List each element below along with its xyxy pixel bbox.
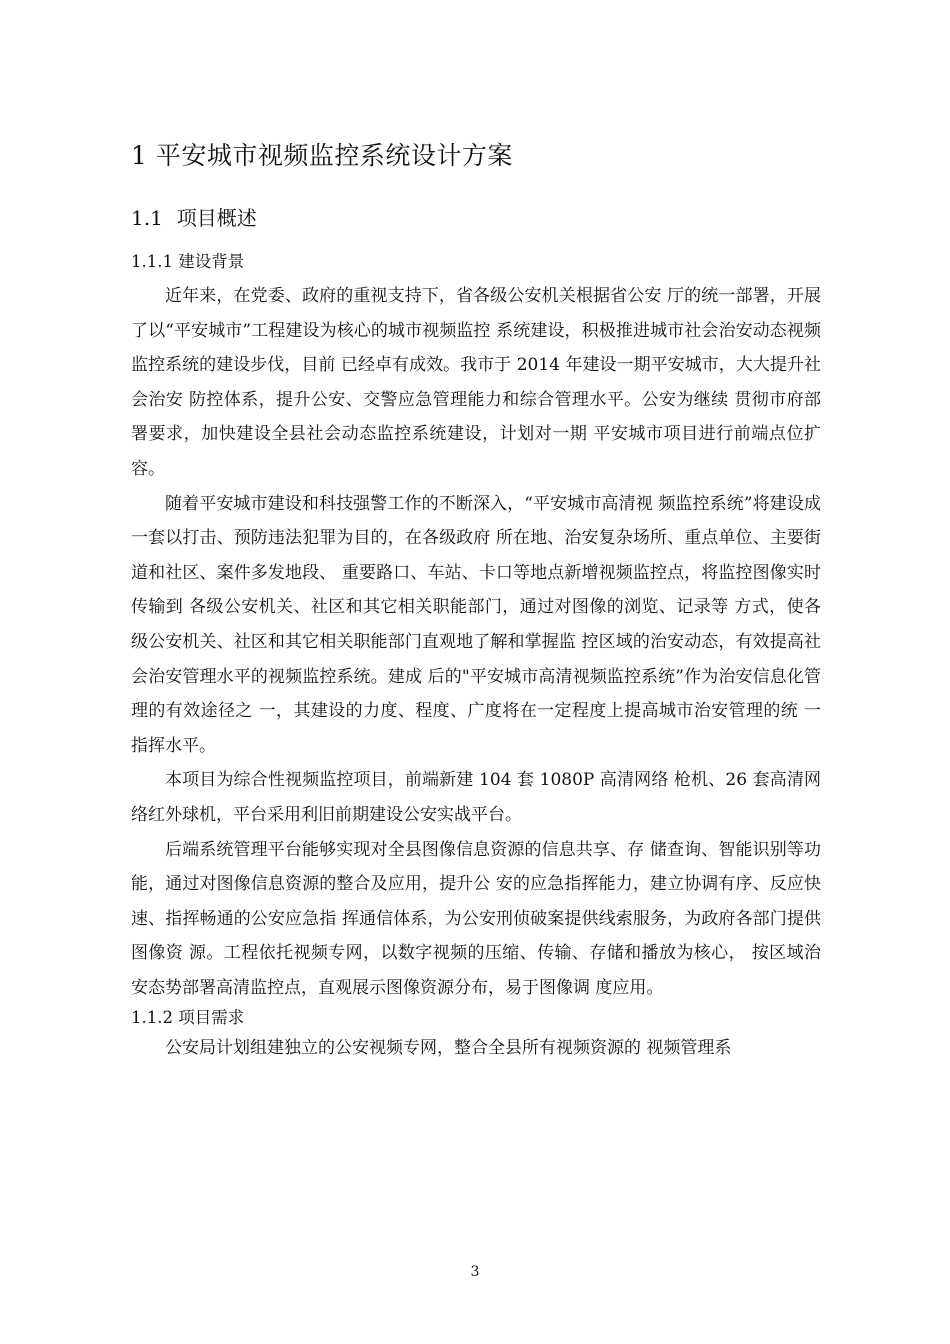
section-heading [131,203,821,233]
paragraph: 近年来，在党委、政府的重视支持下，省各级公安机关根据省公安 厅的统一部署，开展了以“平安城市”工程建设为核心的城市视频监控 系统建设，积极推进城市社会治安动态视频监控系统的建设步伐，目前 已经卓有成效。我市于 2014 年建设一期平安城市，大大提升社会治安 防控体系，提升公安、交警应急管理能力和综合管理水平。公安为继续 贯彻市府部署要求，加快建设全县社会动态监控系统建设，计划对一期 平安城市项目进行前端点位扩容。 [131,286,821,479]
paragraph: 后端系统管理平台能够实现对全县图像信息资源的信息共享、存 储查询、智能识别等功能，通过对图像信息资源的整合及应用，提升公 安的应急指挥能力，建立协调有序、反应快速、指挥畅通的公安应急指 挥通信体系，为公安刑侦破案提供线索服务，为政府各部门提供图像资 源。工程依托视频专网，以数字视频的压缩、传输、存储和播放为核心， 按区域治安态势部署高清监控点，直观展示图像资源分布，易于图像调 度应用。 [131,839,821,998]
subsection-heading-background: 1.1.1 建设背景 [131,252,245,271]
subsection-heading-requirements: 1.1.2 项目需求 [131,1008,245,1028]
page-number: 3 [470,1264,480,1280]
paragraph: 公安局计划组建独立的公安视频专网，整合全县所有视频资源的 视频管理系 [165,1038,732,1059]
document-title: 1 平安城市视频监控系统设计方案 [131,141,513,170]
paragraph: 本项目为综合性视频监控项目，前端新建 104 套 1080P 高清网络 枪机、26 套高清网络红外球机，平台采用利旧前期建设公安实战平台。 [131,770,821,825]
paragraph: 随着平安城市建设和科技强警工作的不断深入，“平安城市高清视 频监控系统”将建设成一套以打击、预防违法犯罪为目的，在各级政府 所在地、治安复杂场所、重点单位、主要街道和社区、案件多发地段、 重要路口、车站、卡口等地点新增视频监控点，将监控图像实时传输到 各级公安机关、社区和其它相关职能部门，通过对图像的浏览、记录等 方式，使各级公安机关、社区和其它相关职能部门直观地了解和掌握监 控区域的治安动态，有效提高社会治安管理水平的视频监控系统。建成 后的"平安城市高清视频监控系统”作为治安信息化管理的有效途径之 一，其建设的力度、程度、广度将在一定程度上提高城市治安管理的统 一指挥水平。 [131,493,821,756]
section-title: 项目概述 [176,206,257,230]
page-content [131,136,821,1066]
section-number: 1.1 [131,206,163,230]
